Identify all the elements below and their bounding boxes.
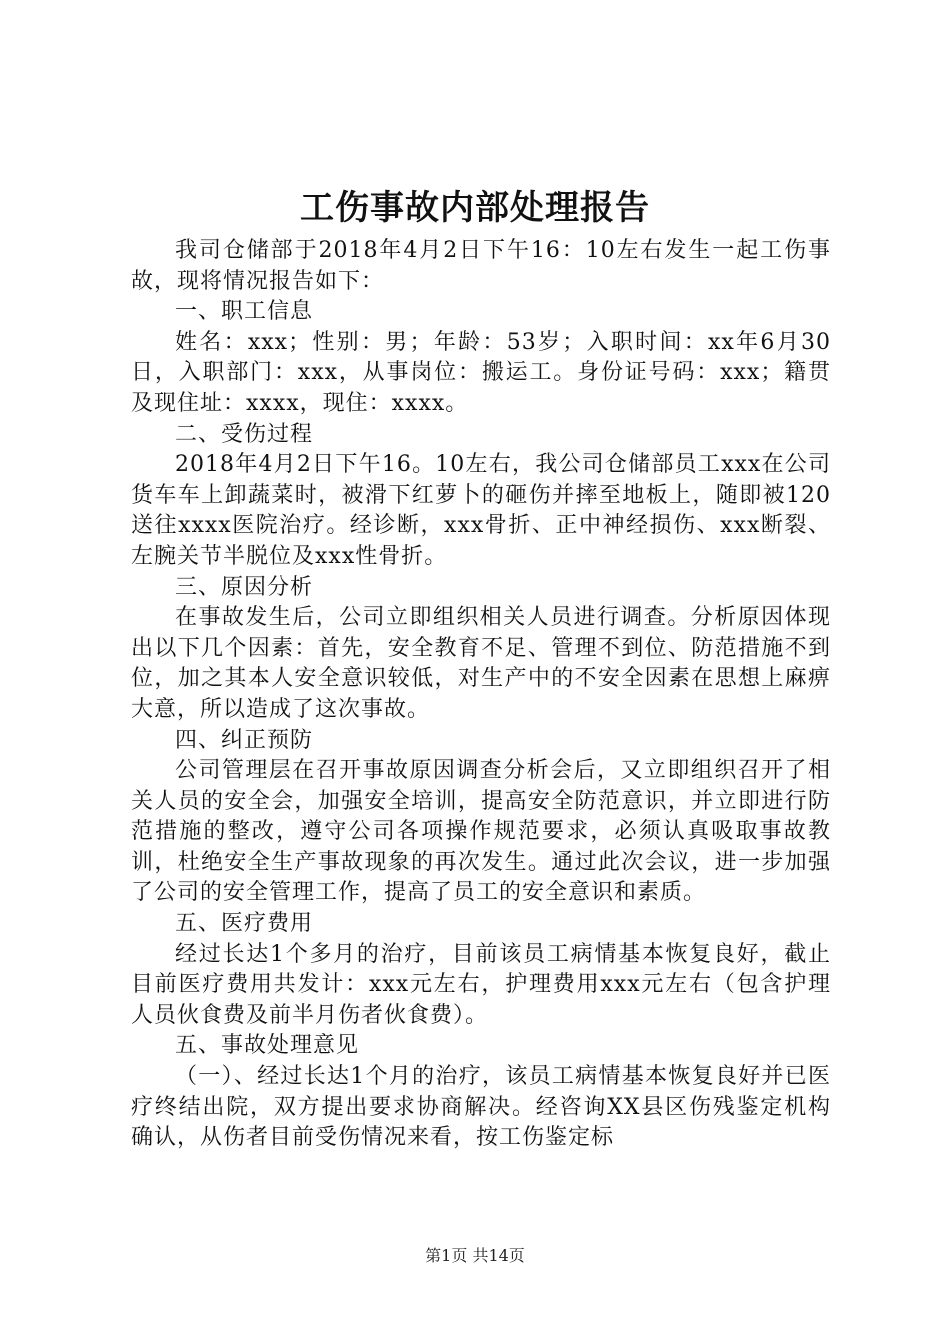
- handling-opinion-paragraph: （一）、经过长达1个月的治疗，该员工病情基本恢复良好并已医疗终结出院，双方提出要求协商解决。经咨询XX县区伤残鉴定机构确认，从伤者目前受伤情况来看，按工伤鉴定标: [131, 1064, 831, 1151]
- injury-process-paragraph: 2018年4月2日下午16。10左右，我公司仓储部员工xxx在公司货车车上卸蔬菜时，被滑下红萝卜的砸伤并摔至地板上，随即被120送往xxxx医院治疗。经诊断，xxx骨折、正中神经损伤、xxx断裂、左腕关节半脱位及xxx性骨折。: [131, 452, 831, 569]
- document-body: [131, 236, 831, 1154]
- section-heading-cause-analysis: 三、原因分析: [175, 574, 314, 600]
- section-heading-employee-info: 一、职工信息: [175, 299, 314, 325]
- document-title: 工伤事故内部处理报告: [300, 188, 650, 228]
- intro-paragraph: 我司仓储部于2018年4月2日下午16：10左右发生一起工伤事故，现将情况报告如下：: [131, 238, 831, 294]
- corrective-action-paragraph: 公司管理层在召开事故原因调查分析会后，又立即组织召开了相关人员的安全会，加强安全培训，提高安全防范意识，并立即进行防范措施的整改，遵守公司各项操作规范要求，必须认真吸取事故教训，杜绝安全生产事故现象的再次发生。通过此次会议，进一步加强了公司的安全管理工作，提高了员工的安全意识和素质。: [131, 758, 831, 906]
- page-footer: 第1页 共14页: [425, 1246, 525, 1265]
- section-heading-handling-opinion: 五、事故处理意见: [175, 1033, 360, 1059]
- section-heading-corrective-action: 四、纠正预防: [175, 727, 314, 753]
- employee-info-paragraph: 姓名：xxx；性别：男；年龄：53岁；入职时间：xx年6月30日，入职部门：xxx，从事岗位：搬运工。身份证号码：xxx；籍贯及现住址：xxxx，现住：xxxx。: [131, 329, 831, 416]
- section-heading-injury-process: 二、受伤过程: [175, 421, 314, 447]
- section-heading-medical-costs: 五、医疗费用: [175, 911, 314, 937]
- medical-costs-paragraph: 经过长达1个多月的治疗，目前该员工病情基本恢复良好，截止目前医疗费用共发计：xxx元左右，护理费用xxx元左右（包含护理人员伙食费及前半月伤者伙食费）。: [131, 941, 831, 1028]
- cause-analysis-paragraph: 在事故发生后，公司立即组织相关人员进行调查。分析原因体现出以下几个因素：首先，安全教育不足、管理不到位、防范措施不到位，加之其本人安全意识较低，对生产中的不安全因素在思想上麻痹大意，所以造成了这次事故。: [131, 605, 831, 722]
